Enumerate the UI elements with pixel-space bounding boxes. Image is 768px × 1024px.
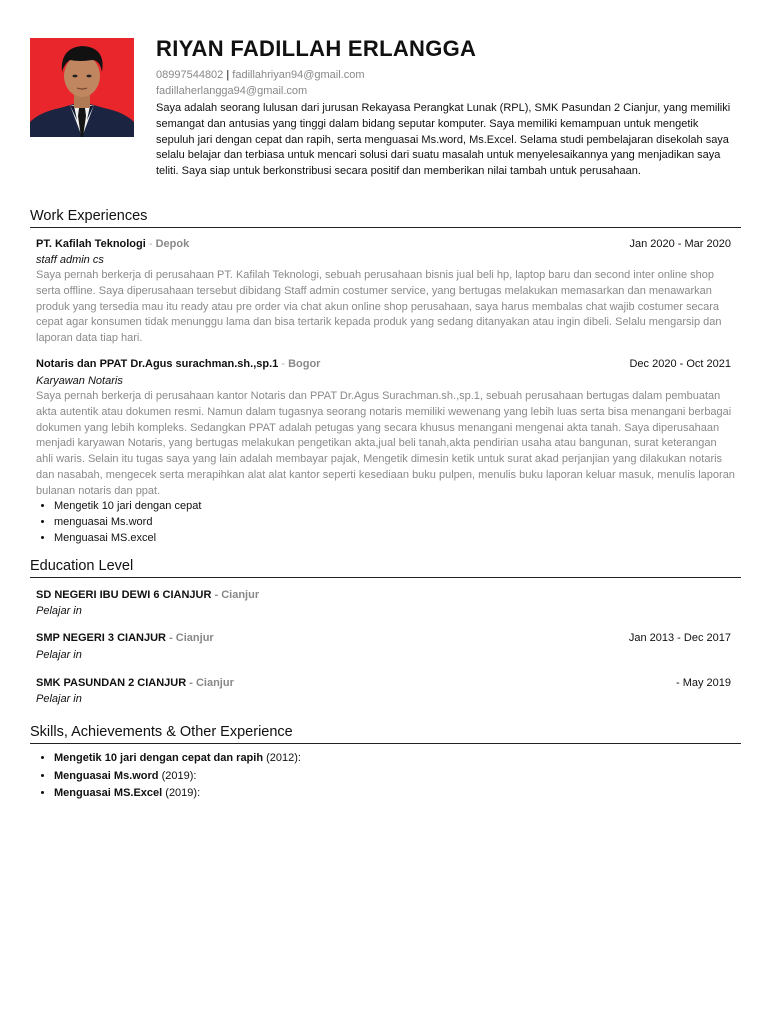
education-entry-2-location: Cianjur [175,632,214,644]
education-entry-2-school: SMP NEGERI 3 CIANJUR [36,632,166,644]
education-entry-2-date: Jan 2013 - Dec 2017 [628,632,731,644]
education-entry-1-role: Pelajar in [36,605,82,617]
work-entry-1-description: Saya pernah berkerja di perusahaan PT. Kafilah Teknologi, sebuah perusahaan bisnis jual beli hp, laptop baru dan second inter online shop serta offline. Saya diperusahaan tersebut dibidang Staff admin costumer service, yang bertugas melakukan memasarkan dan menawarkan produk yang tersedia mau itu ready atau pre order via chat akun online shop perusahaan, saya harus membalas chat wajib costumer secara cepat agar konsumen tidak menunggu lama dan bisa tertarik kepada produk yang sedang ditanyakan atau ingin dibeli. Selalu mengarsip dan laporan data tiap hari. [36,269,722,345]
list-item: • Menguasai MS.excel [54,530,201,546]
list-item [54,768,301,786]
education-entry-1-school: SD NEGERI IBU DEWI 6 CIANJUR [36,589,212,601]
work-entry-2-header [36,357,731,371]
work-entry-2-skills-list [36,498,201,546]
profile-photo [30,38,134,137]
contact-separator: | [226,69,230,81]
education-entry-3-location: Cianjur [195,677,234,689]
section-divider-work [30,227,741,228]
contact-line-1 [156,67,365,83]
list-item: • Mengetik 10 jari dengan cepat [54,498,201,514]
section-divider-education [30,577,741,578]
contact-info [156,67,365,99]
skill-name: Mengetik 10 jari dengan cepat dan rapih [54,752,264,764]
work-entry-2-role: Karyawan Notaris [36,375,123,387]
list-item: • menguasai Ms.word [54,514,201,530]
skill-name: Menguasai MS.Excel [54,787,163,799]
section-title-skills: Skills, Achievements & Other Experience [30,724,293,740]
work-entry-1-header [36,237,731,251]
email-secondary: fadillaherlangga94@gmail.com [156,85,308,97]
work-entry-2-location: Bogor [288,358,321,370]
list-item [54,785,301,803]
education-entry-3-date: - May 2019 [675,677,731,689]
work-entry-1-role: staff admin cs [36,254,104,266]
section-title-work: Work Experiences [30,208,148,224]
section-divider-skills [30,743,741,744]
candidate-name: RIYAN FADILLAH ERLANGGA [156,36,477,61]
profile-summary: Saya adalah seorang lulusan dari jurusan Rekayasa Perangkat Lunak (RPL), SMK Pasundan 2 Cianjur, yang memiliki semangat dan antusias yang tinggi dalam bidang seputar komputer. Saya memiliki kemampuan untuk mengetik sepuluh jari dengan cepat dan rapih, serta menguasai Ms.word, Ms.Excel. Selama studi pembelajaran disekolah saya selalu belajar dan terbiasa untuk mencari solusi dari suatu masalah untuk menyelesaikannya yang menjadikan saya teliti. Saya siap untuk berkonstribusi secara positif dan memberikan nilai tambah untuk perusahaan. [156,102,731,178]
work-entry-1-date: Jan 2020 - Mar 2020 [629,238,731,250]
work-entry-2-org: Notaris dan PPAT Dr.Agus surachman.sh.,sp.1 [36,358,279,370]
work-entry-1-org: PT. Kafilah Teknologi [36,238,146,250]
phone-number: 08997544802 [156,69,224,81]
work-entry-1-dash: - [148,238,153,250]
skill-detail: (2019): [162,787,201,799]
email-primary: fadillahriyan94@gmail.com [232,69,365,81]
education-entry-2-dash: - [169,632,173,644]
education-entry-2-header [36,631,731,645]
section-title-education: Education Level [30,558,134,574]
skill-detail: (2019): [158,769,197,782]
work-entry-2-dash: - [281,358,285,370]
education-entry-3-role: Pelajar in [36,693,82,705]
education-entry-3-school: SMK PASUNDAN 2 CIANJUR [36,677,187,689]
education-entry-1-header [36,588,731,602]
work-entry-1-location: Depok [155,238,190,250]
work-entry-2-description: Saya pernah berkerja di perusahaan kantor Notaris dan PPAT Dr.Agus Surachman.sh.,sp.1, sebuah perusahaan bertugas dalam pembuatan akta autentik atau dokumen resmi. Namun dalam tugasnya seorang notaris memiliki wewenang yang lebih luas serta bisa menangani berbagai dokumen yang lebih kompleks. Sedangkan PPAT adalah petugas yang secara khusus menangani mengenai akta tanah. Saya diperusahaan menjadi karyawan Notaris, yang bertugas melakukan pengetikan akta,jual beli tanah,akta pendirian usaha atau bangunan, surat keterangan ahli waris. Selain itu tugas saya yang lain adalah membayar pajak, Mengetik dimesin ketik untuk surat akad perjanjian yang dilakukan notaris dan nasabah, mengecek serta merapihkan alat alat kantor seperti kesediaan buku pulpen, menulis buku laporan keluar masuk, menulis laporan bulanan notaris dan ppat. [36,390,735,497]
work-entry-2-date: Dec 2020 - Oct 2021 [629,358,731,370]
skill-name: Menguasai Ms.word [54,769,159,782]
education-entry-1-location: Cianjur [221,589,260,601]
skill-detail: (2012): [263,752,301,764]
education-entry-3-header [36,676,731,690]
education-entry-3-dash: - [189,677,193,689]
education-entry-1-dash: - [214,589,219,601]
list-item [54,750,301,768]
skills-list [36,750,301,803]
education-entry-2-role: Pelajar in [36,649,82,661]
